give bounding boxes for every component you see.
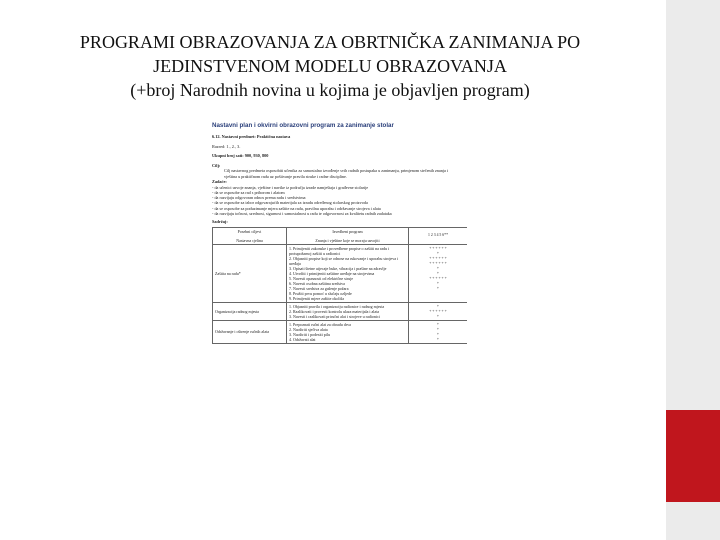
title-line-2: JEDINSTVENOM MODELU OBRAZOVANJA <box>153 56 507 76</box>
doc-tasks-label: Zadaće: <box>212 178 227 184</box>
col-grades-header <box>409 227 468 244</box>
doc-subject: 6.12. Nastavni predmet: Praktična nastava <box>212 134 291 139</box>
doc-content-label: Sadržaj: <box>212 219 228 225</box>
grade-marks: + <box>436 265 440 270</box>
grade-marks: + <box>436 331 440 336</box>
grade-marks: + <box>436 313 440 318</box>
doc-grades: Razred: 1., 2., 3. <box>212 143 241 149</box>
program-item: 3. Opisati štetne utjecaje buke, vibracija i prašine na zdravlje <box>289 265 387 271</box>
grade-marks: + + + + + + <box>429 275 447 280</box>
document-scan <box>212 122 467 504</box>
accent-band <box>666 410 720 502</box>
grade-marks: + <box>436 285 440 290</box>
table-body <box>213 244 468 343</box>
col-program-header <box>287 227 409 244</box>
table-row <box>213 244 468 302</box>
grade-col-labels: 1 2 3 4 5 6** <box>428 233 448 238</box>
curriculum-table <box>212 227 467 344</box>
doc-goal-text: Cilj nastavnog predmeta osposobiti učenika za samostalno izvođenje svih radnih postupaka u zanimanju, primjenom stečenih znanja i vještina u praktičnom radu uz poštivanje pravila struke i radne discipline. <box>224 168 449 179</box>
task-item: - da razvijaju odgovoran odnos prema radu i sredstvima <box>212 195 306 201</box>
col-goals-header <box>213 227 287 244</box>
col-goals-label: Posebni ciljevi <box>237 228 262 234</box>
grades-cell <box>409 320 468 343</box>
task-item: - da učenici usvoje znanja, vještine i navike iz područja izrade namještaja i građevne stolarije <box>212 184 369 190</box>
grade-marks: + <box>436 250 440 255</box>
title-line-3: (+broj Narodnih novina u kojima je objavljen program) <box>130 80 530 100</box>
table-row <box>213 302 468 320</box>
grade-marks: + <box>436 303 440 308</box>
task-item: - da se osposobe za izbor odgovarajućih materijala za izradu određenog stolarskog proizvoda <box>212 200 368 206</box>
doc-goal-label: Cilj: <box>212 162 221 168</box>
doc-heading: Nastavni plan i okvirni obrazovni program za zanimanje stolar <box>212 122 394 129</box>
program-item: 3. Naoštriti i podesiti pilu <box>289 331 330 337</box>
grade-marks: + <box>436 270 440 275</box>
slide-title <box>60 30 600 102</box>
program-item: 9. Primijeniti mjere zaštite okoliša <box>289 295 344 301</box>
unit-label: Organizacija radnog mjesta <box>215 308 259 314</box>
grades-cell <box>409 244 468 302</box>
col-program-label: Izvedbeni program <box>332 228 363 234</box>
program-item: 1. Objasniti pravila i organizaciju radionice i radnog mjesta <box>289 303 385 309</box>
unit-label: Zaštita na radu* <box>215 270 241 276</box>
doc-hours: Ukupni broj sati: 900, 930, 800 <box>212 153 269 159</box>
program-item: 5. Navesti opasnosti od električne struje <box>289 275 353 281</box>
unit-label: Održavanje i oštrenje ručnih alata <box>215 329 269 335</box>
grade-marks: + <box>436 280 440 285</box>
col-unit-label: Nastavna cjelina <box>236 237 263 243</box>
unit-cell <box>213 302 287 320</box>
title-line-1: PROGRAMI OBRAZOVANJA ZA OBRTNIČKA ZANIMANJA PO <box>79 32 581 52</box>
unit-cell <box>213 244 287 302</box>
task-item: - da se osposobe za rad s priborom i alatom <box>212 189 285 195</box>
table-row <box>213 320 468 343</box>
program-item: 2. Objasniti propise koji se odnose na rukovanje i uporabu strojeva i uređaja <box>289 255 399 266</box>
grade-marks: + <box>436 321 440 326</box>
program-cell <box>287 244 409 302</box>
program-item: 2. Naoštriti sječiva alata <box>289 326 328 332</box>
grade-marks: + + + + + + <box>429 260 447 265</box>
program-item: 4. Utvrditi i primijeniti zaštitne uređaje na strojevima <box>289 270 375 276</box>
program-cell <box>287 320 409 343</box>
grade-marks: + <box>436 326 440 331</box>
program-item: 2. Razlikovati i provesti kontrolu ulaza materijala i alata <box>289 308 380 314</box>
program-item: 4. Održavati alat <box>289 336 316 342</box>
doc-tasks <box>212 185 467 217</box>
grade-marks: + + + + + + <box>429 245 447 250</box>
program-item: 6. Navesti osobna zaštitna sredstva <box>289 280 345 286</box>
program-item: 3. Navesti i razlikovati priručni alat i strojeve u radionici <box>289 313 380 319</box>
unit-cell <box>213 320 287 343</box>
program-item: 1. Prepoznati ručni alat za obradu drva <box>289 321 351 327</box>
grades-cell <box>409 302 468 320</box>
task-item: - da se osposobe za poduzimanje mjera zaštite na radu, pravilnu uporabu i održavanje strojeva i alata <box>212 205 381 211</box>
grade-marks: + + + + + + <box>429 308 447 313</box>
program-cell <box>287 302 409 320</box>
program-item: 8. Pružiti prvu pomoć u slučaju ozljede <box>289 290 352 296</box>
program-item: 7. Navesti sredstva za gašenje požara <box>289 285 349 291</box>
program-item: 1. Primijeniti zakonske i provedbene propise o zaštiti na radu i protupožarnoj zaštiti u radionici <box>289 245 390 256</box>
task-item: - da razvijaju točnost, urednost, sigurnost i samostalnost u radu te odgovornost za kvalitetu radnih zadataka <box>212 211 392 217</box>
col-program-sub-label: Znanja i vještine koje se moraju usvojiti <box>315 237 380 243</box>
grade-marks: + <box>436 336 440 341</box>
grade-marks: + + + + + + <box>429 255 447 260</box>
